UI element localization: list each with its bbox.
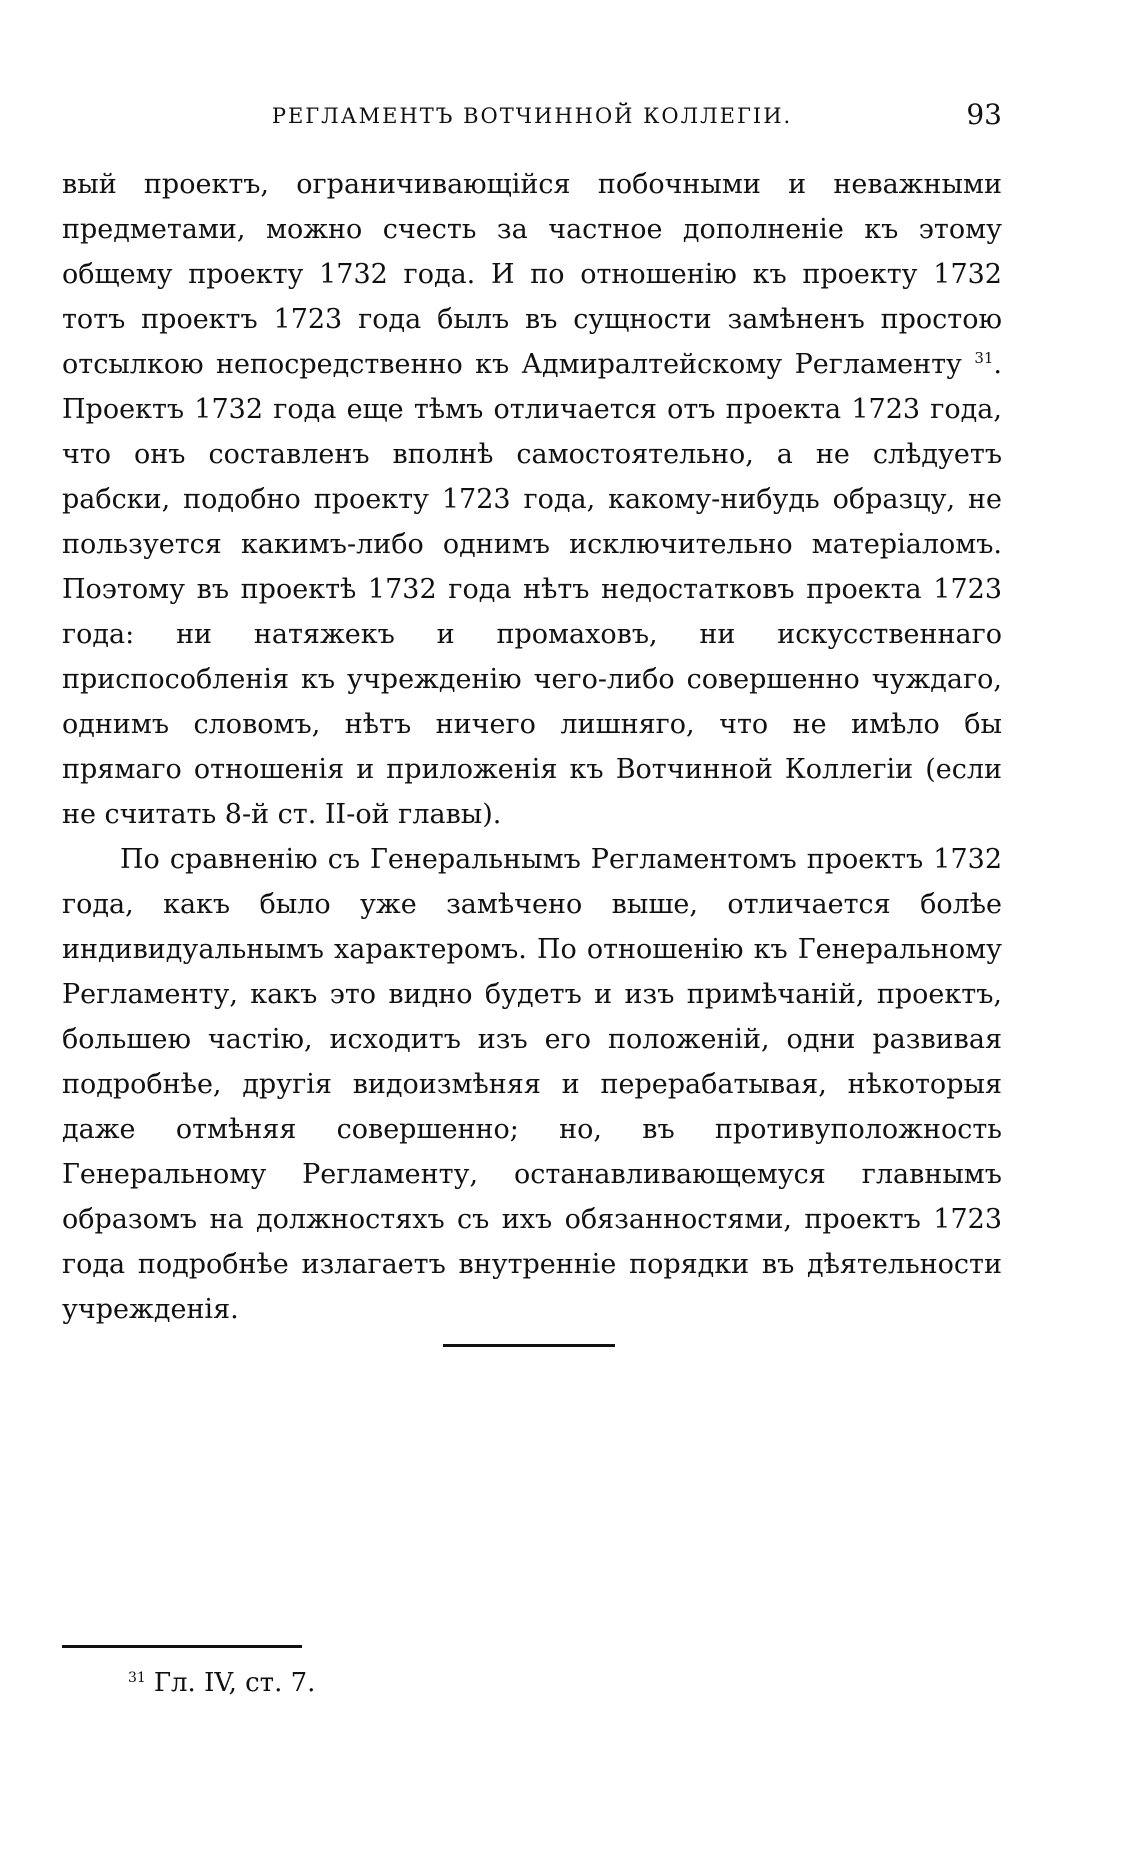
footnote-number: 31 — [128, 1670, 146, 1686]
paragraph-1 — [62, 162, 1002, 837]
section-end-rule — [443, 1344, 615, 1347]
paragraph-1-part-2: . Проектъ 1732 года еще тѣмъ отличается отъ проекта 1723 года, что онъ составленъ вполнѣ самостоятельно, а не слѣдуетъ рабски, подобно проекту 1723 года, какому-нибудь образцу, не пользуется какимъ-либо однимъ исключительно матеріаломъ. Поэтому въ проектѣ 1732 года нѣтъ недостатковъ проекта 1723 года: ни натяжекъ и промаховъ, ни искусственнаго приспособленія къ учрежденію чего-либо совершенно чуждаго, однимъ словомъ, нѣтъ ничего лишняго, что не имѣло бы прямаго отношенія и приложенія къ Вотчинной Коллегіи (если не считать 8-й ст. II-ой главы). — [62, 349, 1002, 830]
paragraph-2: По сравненію съ Генеральнымъ Регламентомъ проектъ 1732 года, какъ было уже замѣчено выше, отличается болѣе индивидуальнымъ характеромъ. По отношенію къ Генеральному Регламенту, какъ это видно будетъ и изъ примѣчаній, проектъ, большею частію, исходитъ изъ его положеній, одни развивая подробнѣе, другія видоизмѣняя и перерабатывая, нѣкоторыя даже отмѣняя совершенно; но, въ противуположность Генеральному Регламенту, останавливающемуся главнымъ образомъ на должностяхъ съ ихъ обязанностями, проектъ 1723 года подробнѣе излагаетъ внутренніе порядки въ дѣятельности учрежденія. — [62, 844, 1002, 1325]
running-title: РЕГЛАМЕНТЪ ВОТЧИННОЙ КОЛЛЕГІИ. — [271, 104, 793, 128]
body-text — [62, 162, 1002, 1332]
paragraph-1-part-1: вый проектъ, ограничивающійся побочными и неважными предметами, можно счесть за частное дополненіе къ этому общему проекту 1732 года. И по отношенію къ проекту 1732 тотъ проектъ 1723 года былъ въ сущности замѣненъ простою отсылкою непосредственно къ Адмиралтейскому Регламенту — [62, 169, 1002, 380]
footnote-rule — [62, 1645, 302, 1648]
page-number: 93 — [966, 98, 1002, 131]
footnote — [128, 1668, 315, 1698]
footnote-text: Гл. IV, ст. 7. — [153, 1668, 316, 1698]
footnote-reference: 31 — [974, 349, 994, 367]
running-head — [62, 98, 1002, 138]
